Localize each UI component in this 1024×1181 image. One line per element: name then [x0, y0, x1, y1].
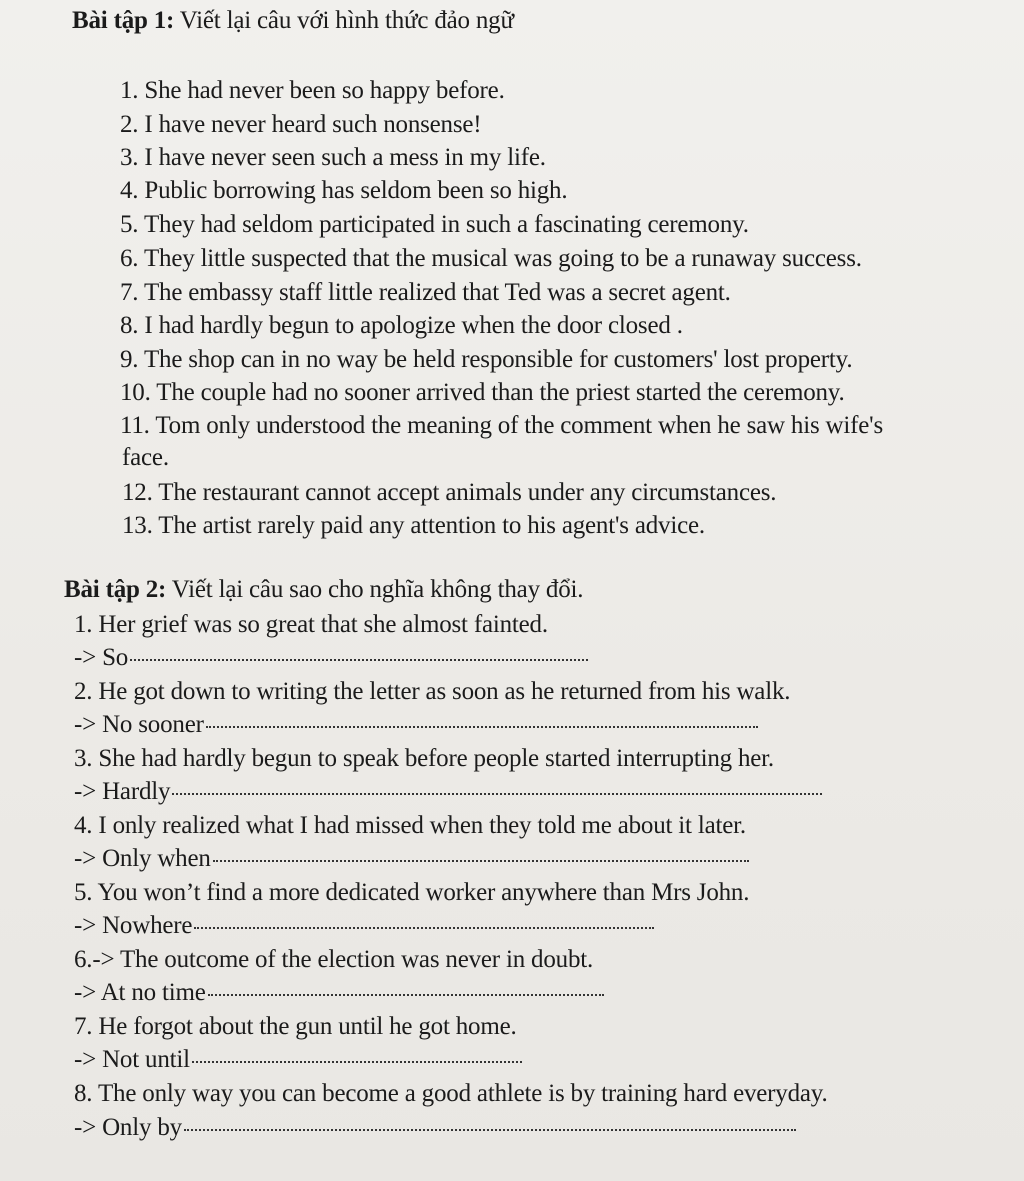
exercise2-sentence: 3. She had hardly begun to speak before people started interrupting her. — [74, 745, 774, 772]
exercise2-sentence: 1. Her grief was so great that she almost fainted. — [74, 611, 548, 638]
exercise1-item: 1. She had never been so happy before. — [120, 77, 505, 104]
exercise2-prompt: -> No sooner — [74, 711, 204, 738]
exercise2-prompt: -> Not until — [74, 1046, 190, 1073]
answer-blank[interactable] — [192, 1061, 522, 1063]
exercise2-sentence: 4. I only realized what I had missed when they told me about it later. — [74, 812, 746, 839]
exercise1-item: 11. Tom only understood the meaning of the comment when he saw his wife's — [120, 412, 884, 439]
answer-blank[interactable] — [208, 994, 604, 996]
exercise2-answer-line — [74, 978, 604, 1008]
answer-blank[interactable] — [130, 659, 588, 661]
exercise2-sentence: 6.-> The outcome of the election was never in doubt. — [74, 946, 594, 973]
answer-blank[interactable] — [172, 793, 822, 795]
exercise2-sentence: 5. You won’t find a more dedicated worker anywhere than Mrs John. — [74, 879, 750, 906]
exercise2-answer-line — [74, 1045, 522, 1075]
exercise2-answer-line — [74, 777, 822, 807]
exercise2-prompt: -> Nowhere — [74, 912, 193, 939]
exercise1-item: 3. I have never seen such a mess in my life. — [120, 144, 546, 171]
answer-blank[interactable] — [194, 927, 654, 929]
exercise1-item: 4. Public borrowing has seldom been so high. — [120, 177, 568, 204]
exercise1-item: 13. The artist rarely paid any attention to his agent's advice. — [122, 512, 705, 539]
exercise2-answer-line — [74, 844, 749, 874]
exercise1-item: 12. The restaurant cannot accept animals under any circumstances. — [122, 479, 777, 506]
exercise2-prompt: -> Only when — [74, 845, 211, 872]
exercise2-sentence: 8. The only way you can become a good athlete is by training hard everyday. — [74, 1080, 828, 1107]
exercise1-item: 7. The embassy staff little realized that Ted was a secret agent. — [120, 279, 731, 306]
exercise2-prompt: -> Only by — [74, 1114, 182, 1141]
exercise1-item: face. — [122, 444, 169, 471]
exercise1-item: 10. The couple had no sooner arrived than the priest started the ceremony. — [120, 379, 845, 406]
answer-blank[interactable] — [206, 726, 758, 728]
exercise2-prompt: -> So — [74, 644, 129, 671]
exercise1-title-text: Viết lại câu với hình thức đảo ngữ — [179, 7, 514, 34]
exercise2-prompt: -> At no time — [74, 979, 206, 1006]
exercise1-item: 9. The shop can in no way be held responsible for customers' lost property. — [120, 346, 853, 373]
exercise2-answer-line — [74, 710, 758, 740]
exercise2-answer-line — [74, 1113, 796, 1143]
exercise1-item: 8. I had hardly begun to apologize when the door closed . — [120, 312, 683, 339]
answer-blank[interactable] — [213, 860, 749, 862]
exercise1-item: 2. I have never heard such nonsense! — [120, 111, 482, 138]
exercise2-answer-line — [74, 643, 588, 673]
exercise2-sentence: 2. He got down to writing the letter as soon as he returned from his walk. — [74, 678, 791, 705]
exercise2-prompt: -> Hardly — [74, 778, 171, 805]
exercise2-title-text: Viết lại câu sao cho nghĩa không thay đổi. — [171, 576, 584, 603]
exercise2-title-label: Bài tập 2: — [64, 576, 167, 603]
answer-blank[interactable] — [184, 1129, 796, 1131]
exercise2-answer-line — [74, 911, 654, 941]
exercise1-title — [72, 6, 514, 36]
exercise1-item: 6. They little suspected that the musical was going to be a runaway success. — [120, 245, 862, 272]
exercise1-item: 5. They had seldom participated in such a fascinating ceremony. — [120, 211, 749, 238]
exercise2-sentence: 7. He forgot about the gun until he got home. — [74, 1013, 517, 1040]
exercise1-title-label: Bài tập 1: — [72, 7, 175, 34]
exercise2-title — [64, 575, 583, 605]
